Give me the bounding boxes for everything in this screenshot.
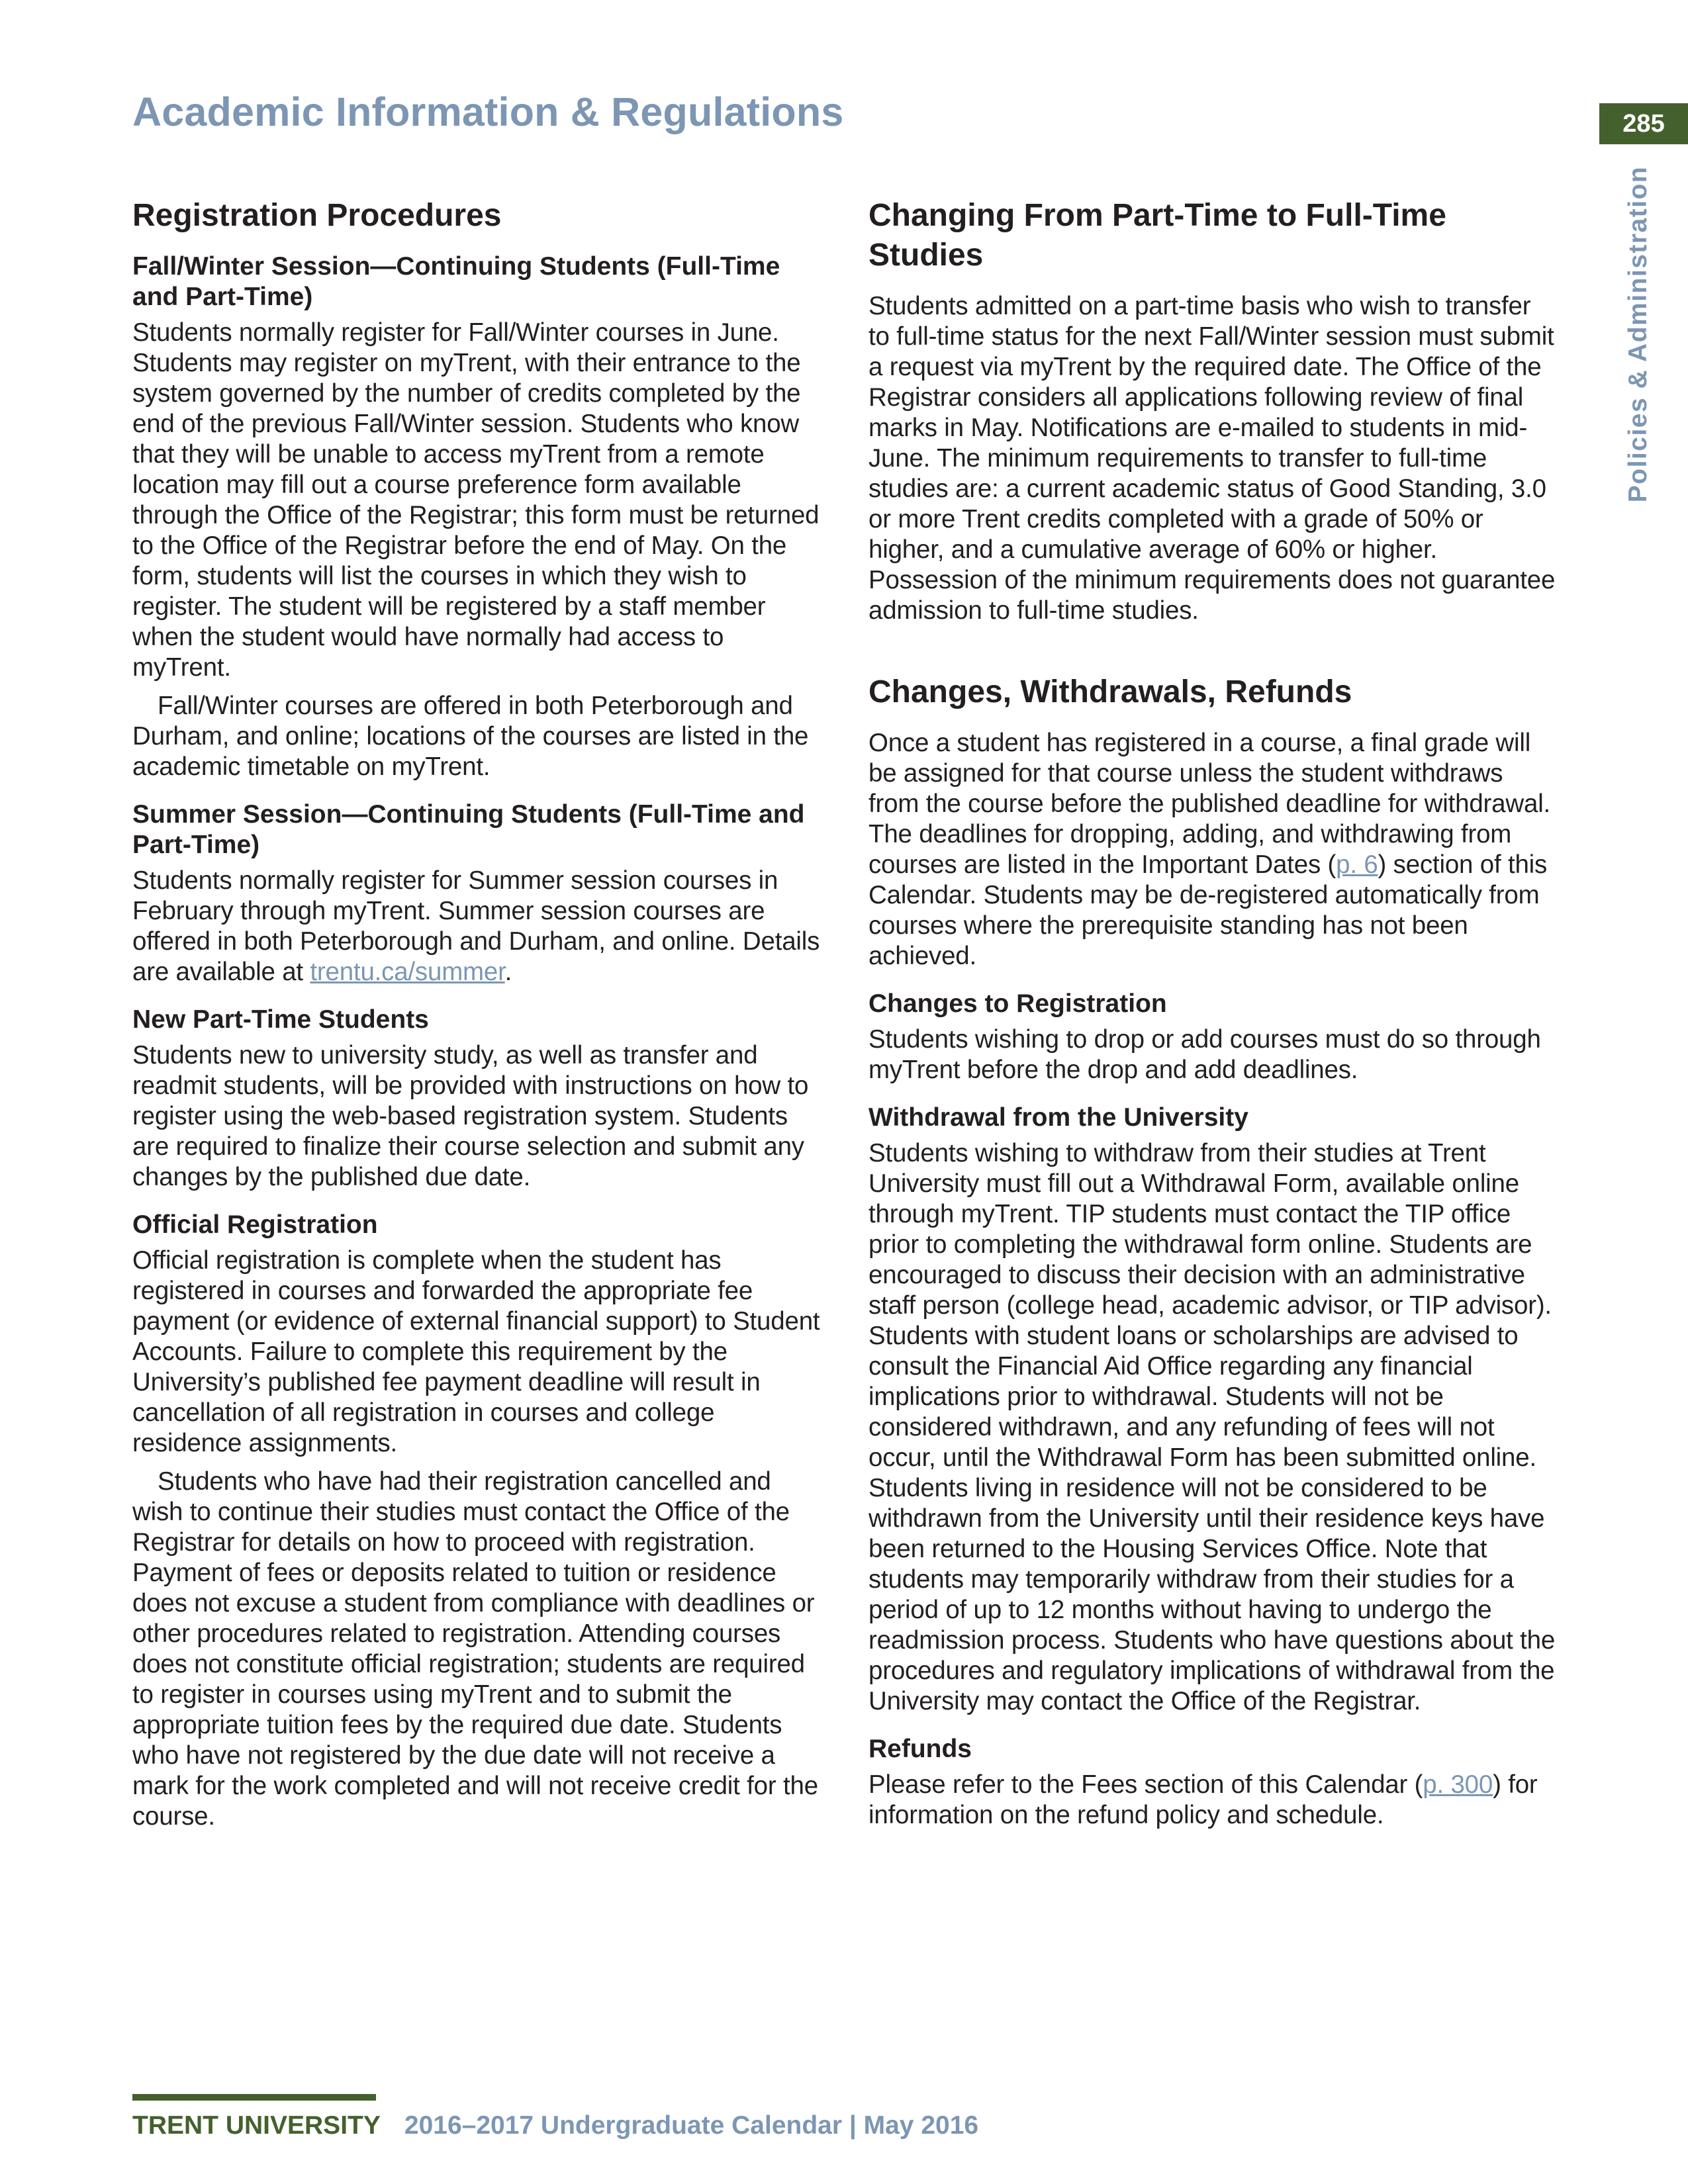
official-registration-heading: Official Registration bbox=[132, 1210, 378, 1239]
page-number-tab: 285 bbox=[1599, 103, 1688, 144]
summer-heading: Summer Session—Continuing Students (Full-Time and Part-Time) bbox=[132, 800, 805, 859]
page-footer bbox=[132, 2111, 978, 2140]
section-side-tab bbox=[1622, 165, 1655, 503]
official-registration-section bbox=[132, 1210, 824, 1832]
registration-procedures-heading: Registration Procedures bbox=[132, 198, 502, 233]
cwr-paragraph bbox=[868, 728, 1557, 972]
fall-winter-heading: Fall/Winter Session—Continuing Students (Full-Time and Part-Time) bbox=[132, 252, 780, 311]
fees-section-link[interactable]: p. 300 bbox=[1423, 1770, 1493, 1799]
withdrawal-heading: Withdrawal from the University bbox=[868, 1103, 1248, 1132]
refunds-heading: Refunds bbox=[868, 1735, 972, 1763]
withdrawal-paragraph: Students wishing to withdraw from their studies at Trent University must fill out a Withdrawal Form, available online through myTrent. TIP students must contact the TIP office prior to completing the withdrawal form online. Students are encouraged to discuss their decision with an administrative staff person (college head, academic advisor, or TIP advisor). Students with student loans or scholarships are advised to consult the Financial Aid Office regarding any financial implications prior to withdrawal. Students will not be considered withdrawn, and any refunding of fees will not occur, until the Withdrawal Form has been submitted online. Students living in residence will not be considered to be withdrawn from the University until their residence keys have been returned to the Housing Services Office. Note that students may temporarily withdraw from their studies for a period of up to 12 months without having to undergo the readmission process. Students who have questions about the procedures and regulatory implications of withdrawal from the University may contact the Office of the Registrar. bbox=[868, 1139, 1556, 1715]
important-dates-link[interactable]: p. 6 bbox=[1336, 850, 1378, 879]
fall-winter-section bbox=[132, 251, 824, 782]
part-to-full-time-paragraph: Students admitted on a part-time basis who wish to transfer to full-time status for the next Fall/Winter session must submit a request via myTrent by the required date. The Office of the Registrar considers all applications following review of final marks in May. Notifications are e-mailed to students in mid-June. The minimum requirements to transfer to full-time studies are: a current academic status of Good Standing, 3.0 or more Trent credits completed with a grade of 50% or higher, and a cumulative average of 60% or higher. Possession of the minimum requirements does not guarantee admission to full-time studies. bbox=[868, 292, 1556, 625]
section-side-label: Policies & Administration bbox=[1624, 165, 1653, 503]
changes-to-registration-paragraph: Students wishing to drop or add courses must do so through myTrent before the drop and add deadlines. bbox=[868, 1025, 1541, 1084]
changes-to-registration-section bbox=[868, 989, 1557, 1085]
new-part-time-paragraph: Students new to university study, as well as transfer and readmit students, will be provided with instructions on how to register using the web-based registration system. Students are required to finalize their course selection and submit any changes by the published due date. bbox=[132, 1041, 809, 1191]
changes-withdrawals-refunds-heading: Changes, Withdrawals, Refunds bbox=[868, 674, 1352, 709]
official-registration-paragraph-2: Students who have had their registration cancelled and wish to continue their studies must contact the Office of the Registrar for details on how to proceed with registration. Payment of fees or deposits related to tuition or residence does not excuse a student from compliance with deadlines or other procedures related to registration. Attending courses does not constitute official registration; students are required to register in courses using myTrent and to submit the appropriate tuition fees by the required due date. Students who have not registered by the due date will not receive a mark for the work completed and will not receive credit for the course. bbox=[132, 1467, 818, 1831]
summer-text: Students normally register for Summer session courses in February through myTrent. Summer session courses are offered in both Peterborough and Durham, and online. Details are available at bbox=[132, 866, 820, 986]
summer-link[interactable]: trentu.ca/summer bbox=[310, 958, 505, 986]
summer-section bbox=[132, 799, 824, 987]
official-registration-paragraph-1: Official registration is complete when the student has registered in courses and forwarded the appropriate fee payment (or evidence of external financial support) to Student Accounts. Failure to complete this requirement by the University’s published fee payment deadline will result in cancellation of all registration in courses and college residence assignments. bbox=[132, 1246, 820, 1457]
fall-winter-paragraph-1: Students normally register for Fall/Winter courses in June. Students may register on myTrent, with their entrance to the system governed by the number of credits completed by the end of the previous Fall/Winter session. Students who know that they will be unable to access myTrent from a remote location may fill out a course preference form available through the Office of the Registrar; this form must be returned to the Office of the Registrar before the end of May. On the form, students will list the courses in which they wish to register. The student will be registered by a staff member when the student would have normally had access to myTrent. bbox=[132, 318, 820, 682]
part-to-full-time-heading: Changing From Part-Time to Full-Time Studies bbox=[868, 198, 1446, 273]
right-column bbox=[868, 196, 1557, 1848]
page-header-title: Academic Information & Regulations bbox=[132, 89, 844, 134]
refunds-text: Please refer to the Fees section of this Calendar ( bbox=[868, 1770, 1423, 1799]
left-column bbox=[132, 196, 824, 1849]
summer-text-end: . bbox=[504, 958, 512, 986]
changes-withdrawals-intro bbox=[868, 728, 1557, 972]
footer-rule bbox=[132, 2094, 376, 2101]
cwr-text: Once a student has registered in a course, a final grade will be assigned for that course unless the student withdraws from the course before the published deadline for withdrawal. The deadlines for dropping, adding, and withdrawing from courses are listed in the Important Dates ( bbox=[868, 729, 1551, 879]
footer-university: TRENT UNIVERSITY bbox=[132, 2111, 381, 2140]
footer-calendar-info: 2016–2017 Undergraduate Calendar | May 2016 bbox=[404, 2111, 979, 2140]
new-part-time-section bbox=[132, 1005, 824, 1193]
changes-to-registration-heading: Changes to Registration bbox=[868, 989, 1167, 1018]
summer-paragraph bbox=[132, 866, 824, 987]
refunds-paragraph bbox=[868, 1770, 1557, 1831]
fall-winter-paragraph-2: Fall/Winter courses are offered in both Peterborough and Durham, and online; locations of the courses are listed in the academic timetable on myTrent. bbox=[132, 692, 809, 781]
refunds-section bbox=[868, 1734, 1557, 1831]
cwr-text-end: ) section of this Calendar. Students may be de-registered automatically from courses where the prerequisite standing has not been achieved. bbox=[868, 850, 1548, 970]
new-part-time-heading: New Part-Time Students bbox=[132, 1005, 429, 1034]
withdrawal-section bbox=[868, 1103, 1557, 1717]
refunds-text-end: ) for information on the refund policy and schedule. bbox=[868, 1770, 1538, 1829]
